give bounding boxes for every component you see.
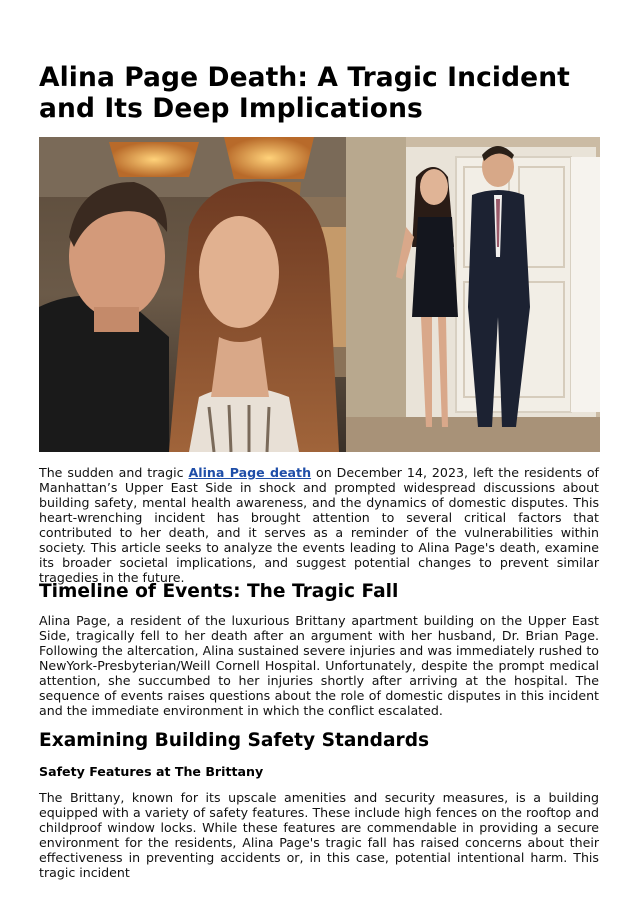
building-safety-paragraph: The Brittany, known for its upscale amenities and security measures, is a building equipped with a variety of safety features. These include high fences on the rooftop and childproof window locks. While these features are commendable in providing a secure environment for the residents, Alina Page's tragic fall has raised concerns about their effectiveness in preventing accidents or, in this case, potential intentional harm. This tragic incident: [39, 790, 599, 880]
timeline-paragraph: Alina Page, a resident of the luxurious Brittany apartment building on the Upper East Side, tragically fell to her death after an argument with her husband, Dr. Brian Page. Following the altercation, Alina sustained severe injuries and was immediately rushed to NewYork-Presbyterian/Weill Cornell Hospital. Unfortunately, despite the prompt medical attention, she succumbed to her injuries shortly after arriving at the hospital. The sequence of events raises questions about the role of domestic disputes in this incident and the immediate environment in which the conflict escalated.: [39, 613, 599, 718]
article-title: Alina Page Death: A Tragic Incident and Its Deep Implications: [39, 62, 570, 124]
alina-page-death-link[interactable]: Alina Page death: [188, 465, 312, 480]
section-heading-building-safety: Examining Building Safety Standards: [39, 730, 430, 751]
intro-text-rest: on December 14, 2023, left the residents of Manhattan’s Upper East Side in shock and prompted widespread discussions about building safety, mental health awareness, and the dynamics of domestic disputes. This heart-wrenching incident has brought attention to several critical factors that contributed to her death, and it serves as a reminder of the vulnerabilities within society. This article seeks to analyze the events leading to Alina Page's death, examine its broader societal implications, and suggest potential changes to prevent similar tragedies in the future.: [39, 465, 599, 585]
section-heading-timeline: Timeline of Events: The Tragic Fall: [39, 581, 399, 602]
couple-selfie-photo: [39, 137, 346, 452]
couple-formal-photo: [346, 137, 600, 452]
subheading-safety-features: Safety Features at The Brittany: [39, 764, 264, 779]
intro-paragraph: [39, 465, 599, 585]
intro-text-start: The sudden and tragic: [39, 465, 189, 480]
article-photo: [39, 137, 600, 452]
